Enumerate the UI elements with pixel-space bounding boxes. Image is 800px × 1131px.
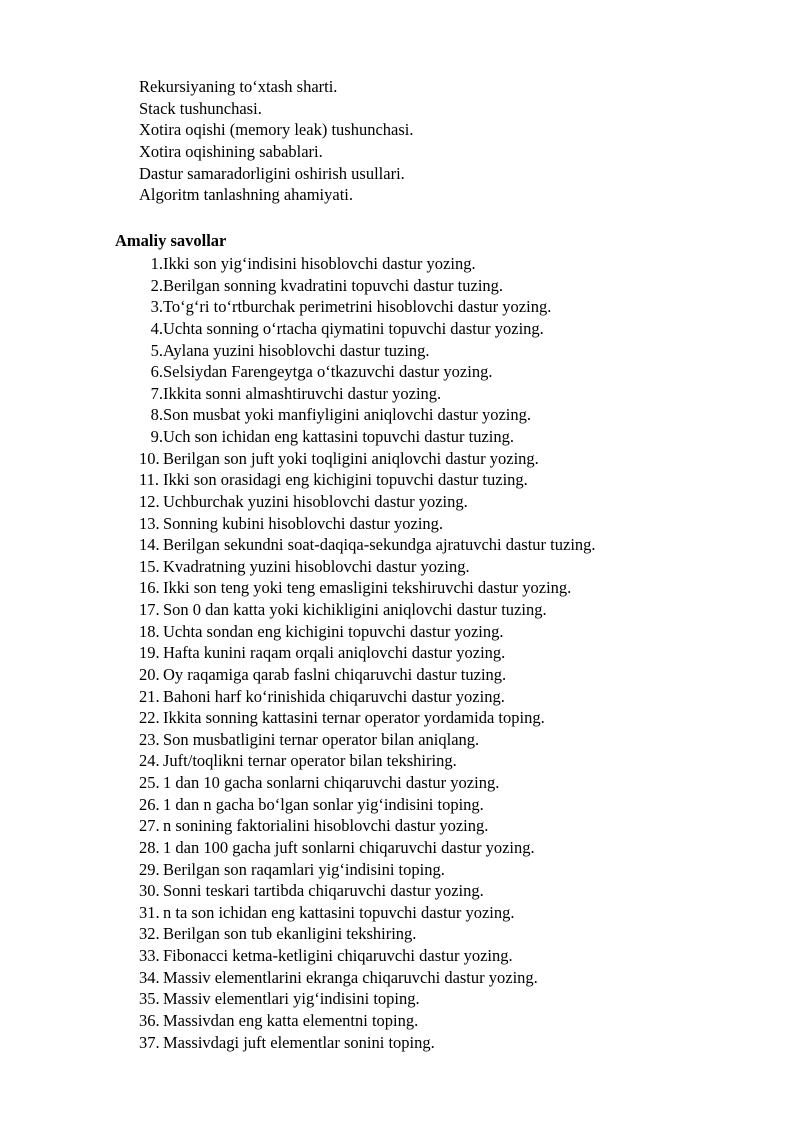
list-item-number: 20. (139, 664, 160, 684)
list-item-number: 30. (139, 881, 160, 901)
list-item-number: 9. (150, 427, 163, 446)
list-item (139, 361, 596, 383)
list-item-text: Ikki son yig‘indisini hisoblovchi dastur yozing. (163, 254, 476, 273)
list-item (139, 534, 596, 556)
list-item-number: 7. (150, 383, 163, 403)
list-item (139, 794, 596, 816)
list-item (139, 513, 596, 535)
list-item-number: 5. (150, 340, 163, 360)
list-item-text: Son 0 dan katta yoki kichikligini aniqlovchi dastur tuzing. (163, 600, 547, 619)
intro-list (139, 76, 413, 206)
list-item-number: 1. (150, 254, 163, 273)
list-item-text: Uchta sondan eng kichigini topuvchi dastur yozing. (163, 621, 504, 641)
list-item-number: 27. (139, 816, 160, 836)
list-item-text: Aylana yuzini hisoblovchi dastur tuzing. (163, 340, 430, 360)
list-item-text: Ikkita sonni almashtiruvchi dastur yozing. (163, 383, 442, 403)
list-item-number: 32. (139, 924, 160, 944)
list-item-number: 28. (139, 837, 160, 857)
list-item-text: Ikki son teng yoki teng emasligini tekshiruvchi dastur yozing. (163, 578, 572, 598)
list-item (139, 383, 596, 405)
list-item-number: 23. (139, 729, 160, 749)
list-item-number: 13. (139, 513, 160, 533)
list-item-number: 37. (139, 1032, 160, 1052)
list-item-text: Oy raqamiga qarab faslni chiqaruvchi dastur tuzing. (163, 664, 507, 684)
list-item-text: Massiv elementlari yig‘indisini toping. (163, 989, 420, 1009)
list-item (139, 469, 596, 491)
section-heading: Amaliy savollar (115, 231, 227, 250)
list-item-number: 34. (139, 967, 160, 987)
list-item-number: 8. (150, 405, 163, 425)
list-item-text: Uchburchak yuzini hisoblovchi dastur yozing. (163, 491, 468, 511)
list-item-text: Sonni teskari tartibda chiqaruvchi dastur yozing. (163, 881, 484, 901)
list-item: Xotira oqishining sabablari. (139, 142, 323, 162)
list-item-text: Bahoni harf ko‘rinishida chiqaruvchi dastur yozing. (163, 686, 505, 706)
list-item-text: Selsiydan Farengeytga o‘tkazuvchi dastur yozing. (163, 362, 493, 382)
list-item-text: Juft/toqlikni ternar operator bilan tekshiring. (163, 751, 457, 771)
list-item-number: 16. (139, 578, 160, 598)
list-item-text: n ta son ichidan eng kattasini topuvchi dastur yozing. (163, 902, 515, 922)
list-item-number: 35. (139, 989, 160, 1009)
list-item: Xotira oqishi (memory leak) tushunchasi. (139, 120, 414, 140)
list-item (139, 815, 596, 837)
list-item-text: Uchta sonning o‘rtacha qiymatini topuvchi dastur yozing. (163, 318, 544, 338)
list-item (139, 448, 596, 470)
list-item: Dastur samaradorligini oshirish usullari. (139, 163, 405, 183)
list-item-number: 22. (139, 708, 160, 728)
list-item-text: Berilgan son raqamlari yig‘indisini toping. (163, 859, 445, 879)
list-item-text: 1 dan 10 gacha sonlarni chiqaruvchi dastur yozing. (163, 773, 500, 792)
list-item-number: 2. (150, 275, 163, 295)
list-item-text: 1 dan n gacha bo‘lgan sonlar yig‘indisini toping. (163, 794, 484, 814)
list-item (139, 318, 596, 340)
list-item-text: Son musbat yoki manfiyligini aniqlovchi dastur yozing. (163, 405, 532, 425)
list-item-number: 31. (139, 902, 160, 922)
list-item-text: Sonning kubini hisoblovchi dastur yozing. (163, 513, 444, 533)
list-item: Rekursiyaning to‘xtash sharti. (139, 77, 338, 96)
list-item-text: Fibonacci ketma-ketligini chiqaruvchi dastur yozing. (163, 946, 513, 965)
list-item-text: Massiv elementlarini ekranga chiqaruvchi dastur yozing. (163, 967, 538, 987)
list-item (139, 491, 596, 513)
list-item-text: Massivdan eng katta elementni toping. (163, 1010, 419, 1030)
list-item-number: 29. (139, 859, 160, 879)
list-item-text: Berilgan sonning kvadratini topuvchi dastur tuzing. (163, 275, 504, 295)
list-item-text: 1 dan 100 gacha juft sonlarni chiqaruvchi dastur yozing. (163, 837, 535, 857)
list-item (139, 296, 596, 318)
list-item-number: 4. (150, 318, 163, 338)
list-item (139, 556, 596, 578)
list-item-text: Berilgan son juft yoki toqligini aniqlovchi dastur yozing. (163, 448, 539, 468)
list-item-number: 3. (150, 297, 163, 317)
list-item-text: Ikkita sonning kattasini ternar operator yordamida toping. (163, 708, 545, 728)
list-item-number: 6. (150, 362, 163, 382)
list-item (139, 404, 596, 426)
list-item (139, 945, 596, 967)
list-item (139, 426, 596, 448)
list-item-text: Hafta kunini raqam orqali aniqlovchi dastur yozing. (163, 643, 506, 663)
list-item-text: n sonining faktorialini hisoblovchi dastur yozing. (163, 816, 489, 836)
list-item (139, 707, 596, 729)
list-item-text: Massivdagi juft elementlar sonini toping. (163, 1032, 435, 1052)
list-item-text: Berilgan son tub ekanligini tekshiring. (163, 924, 417, 944)
list-item-number: 10. (139, 448, 160, 468)
list-item-number: 12. (139, 491, 160, 511)
list-item (139, 599, 596, 621)
list-item-text: Ikki son orasidagi eng kichigini topuvchi dastur tuzing. (163, 470, 528, 490)
list-item-text: Kvadratning yuzini hisoblovchi dastur yozing. (163, 556, 470, 576)
list-item (139, 902, 596, 924)
list-item-text: Uch son ichidan eng kattasini topuvchi dastur tuzing. (163, 427, 515, 446)
list-item (139, 577, 596, 599)
list-item (139, 1032, 596, 1054)
list-item-text: Son musbatligini ternar operator bilan aniqlang. (163, 729, 480, 749)
list-item-number: 15. (139, 556, 160, 576)
list-item (139, 642, 596, 664)
list-item-text: Berilgan sekundni soat-daqiqa-sekundga ajratuvchi dastur tuzing. (163, 535, 596, 555)
list-item (139, 967, 596, 989)
list-item (139, 729, 596, 751)
list-item: Stack tushunchasi. (139, 98, 262, 118)
list-item-number: 17. (139, 600, 160, 619)
practical-questions-list (139, 253, 596, 1053)
list-item (139, 988, 596, 1010)
list-item (139, 837, 596, 859)
list-item (139, 880, 596, 902)
list-item (139, 1010, 596, 1032)
list-item (139, 859, 596, 881)
list-item-number: 19. (139, 643, 160, 663)
list-item-number: 18. (139, 621, 160, 641)
list-item-number: 33. (139, 946, 160, 965)
list-item-number: 26. (139, 794, 160, 814)
list-item (139, 750, 596, 772)
list-item (139, 275, 596, 297)
list-item-number: 36. (139, 1010, 160, 1030)
list-item (139, 621, 596, 643)
list-item-number: 11. (139, 470, 160, 490)
list-item-text: To‘g‘ri to‘rtburchak perimetrini hisoblovchi dastur yozing. (163, 297, 552, 317)
list-item (139, 923, 596, 945)
list-item (139, 772, 596, 794)
list-item (139, 253, 596, 275)
list-item (139, 686, 596, 708)
list-item-number: 24. (139, 751, 160, 771)
list-item (139, 340, 596, 362)
list-item-number: 21. (139, 686, 160, 706)
list-item-number: 14. (139, 535, 160, 555)
list-item (139, 664, 596, 686)
list-item: Algoritm tanlashning ahamiyati. (139, 185, 354, 205)
list-item-number: 25. (139, 773, 160, 792)
